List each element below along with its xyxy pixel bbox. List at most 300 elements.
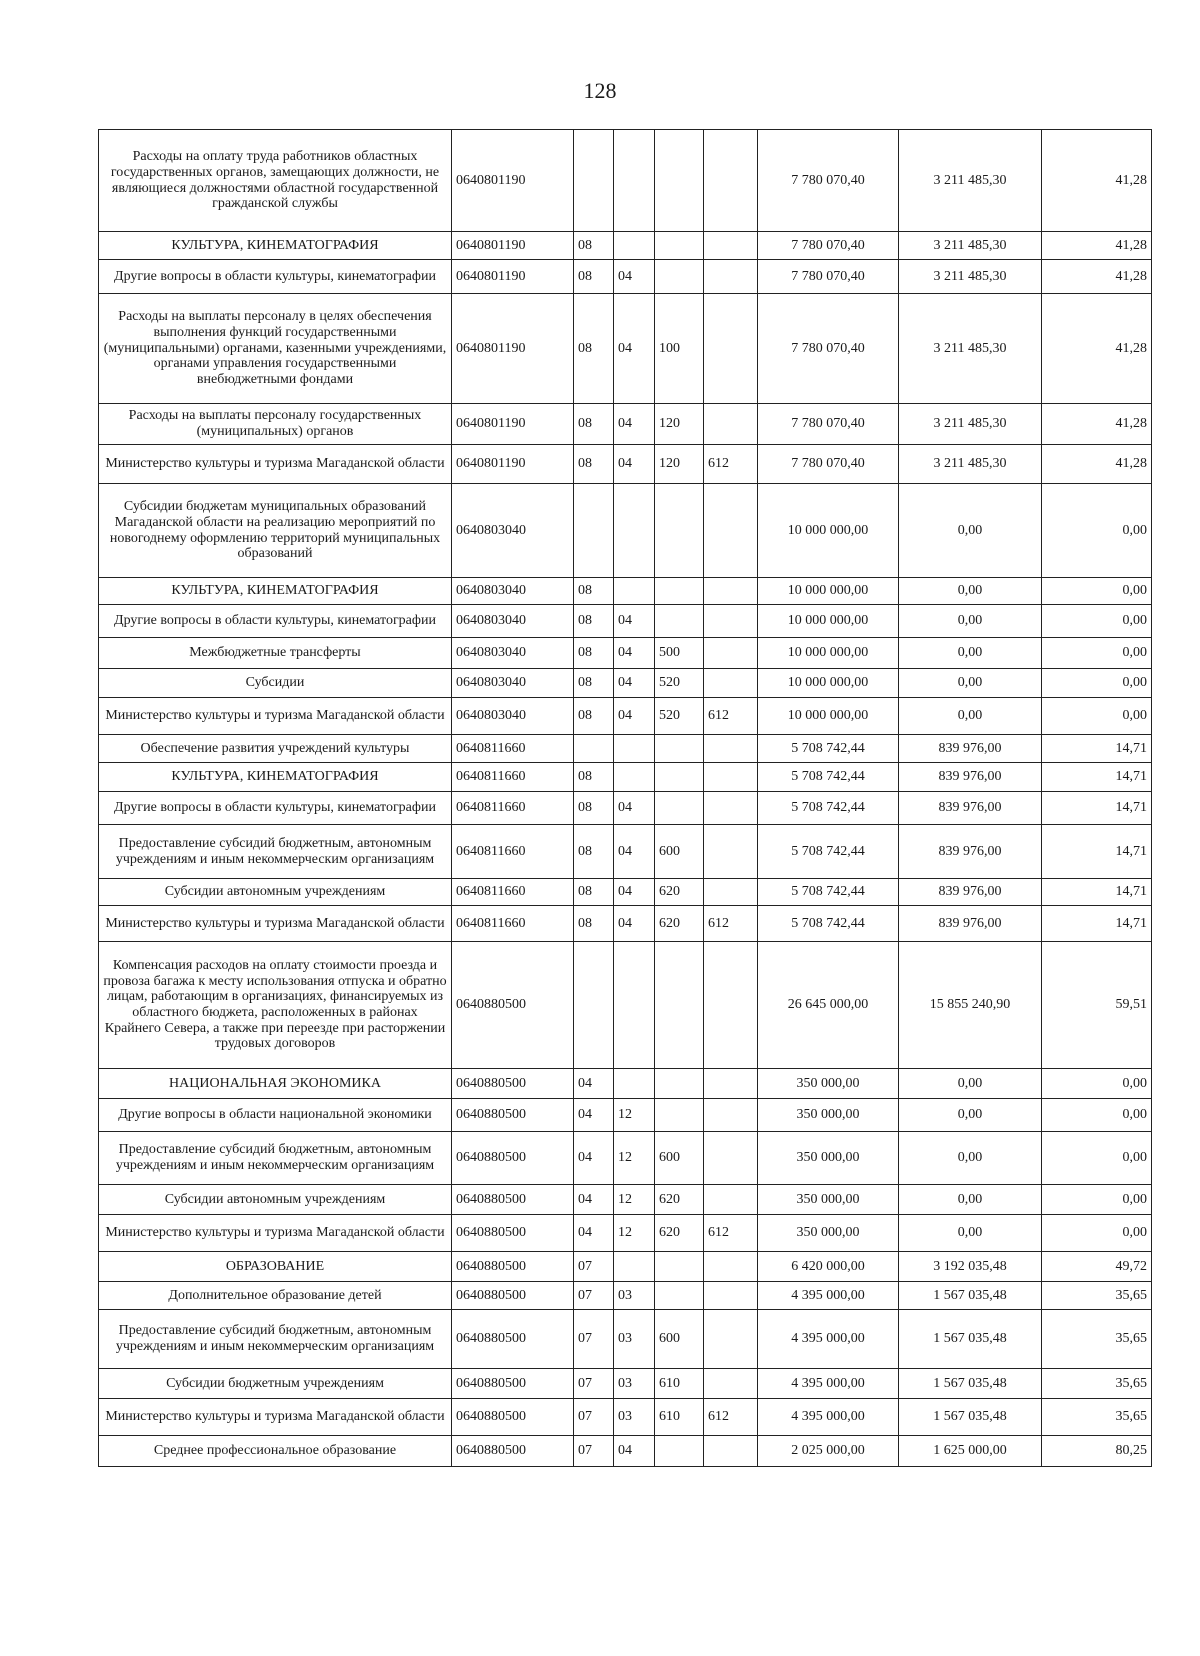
row-target-code: 0640811660	[452, 825, 574, 879]
row-actual-amount: 3 211 485,30	[899, 130, 1042, 232]
row-target-code: 0640803040	[452, 669, 574, 698]
row-percent: 41,28	[1042, 260, 1152, 294]
row-ministry-code	[704, 763, 758, 792]
row-subsection: 03	[614, 1399, 655, 1436]
table-row	[99, 792, 1152, 825]
row-actual-amount: 3 211 485,30	[899, 294, 1042, 404]
row-name: Другие вопросы в области культуры, кинематографии	[99, 605, 452, 638]
row-name: Обеспечение развития учреждений культуры	[99, 735, 452, 763]
row-name: Министерство культуры и туризма Магаданской области	[99, 906, 452, 942]
row-name: Другие вопросы в области культуры, кинематографии	[99, 792, 452, 825]
row-ministry-code	[704, 669, 758, 698]
row-subsection	[614, 763, 655, 792]
row-ministry-code: 612	[704, 698, 758, 735]
table-row	[99, 879, 1152, 906]
row-actual-amount: 839 976,00	[899, 906, 1042, 942]
row-planned-amount: 4 395 000,00	[758, 1399, 899, 1436]
row-ministry-code: 612	[704, 445, 758, 484]
table-row	[99, 735, 1152, 763]
row-percent: 0,00	[1042, 1099, 1152, 1132]
row-percent: 0,00	[1042, 1069, 1152, 1099]
row-section: 08	[574, 404, 614, 445]
row-planned-amount: 26 645 000,00	[758, 942, 899, 1069]
row-actual-amount: 0,00	[899, 669, 1042, 698]
row-percent: 0,00	[1042, 698, 1152, 735]
table-row	[99, 1369, 1152, 1399]
row-actual-amount: 3 211 485,30	[899, 404, 1042, 445]
table-row	[99, 698, 1152, 735]
row-ministry-code	[704, 1310, 758, 1369]
row-planned-amount: 10 000 000,00	[758, 484, 899, 578]
row-target-code: 0640801190	[452, 404, 574, 445]
row-subsection: 04	[614, 906, 655, 942]
row-target-code: 0640803040	[452, 484, 574, 578]
page-number: 128	[583, 78, 617, 103]
row-ministry-code	[704, 260, 758, 294]
row-expense-type	[655, 735, 704, 763]
row-subsection: 04	[614, 879, 655, 906]
table-row	[99, 484, 1152, 578]
row-target-code: 0640801190	[452, 232, 574, 260]
row-expense-type: 120	[655, 404, 704, 445]
row-ministry-code	[704, 735, 758, 763]
table-row	[99, 942, 1152, 1069]
row-expense-type: 600	[655, 1132, 704, 1185]
row-expense-type	[655, 484, 704, 578]
table-row	[99, 605, 1152, 638]
row-ministry-code	[704, 130, 758, 232]
row-section: 08	[574, 792, 614, 825]
row-name: Компенсация расходов на оплату стоимости проезда и провоза багажа к месту использования отпуска и обратно лицам, работающим в организациях, финансируемых из областного бюджета, расположенных в районах Крайнего Севера, а также при переезде при расторжении трудовых договоров	[99, 942, 452, 1069]
row-expense-type: 610	[655, 1369, 704, 1399]
row-actual-amount: 3 211 485,30	[899, 260, 1042, 294]
row-expense-type	[655, 260, 704, 294]
row-subsection: 03	[614, 1369, 655, 1399]
row-expense-type	[655, 1436, 704, 1467]
row-planned-amount: 7 780 070,40	[758, 445, 899, 484]
row-name: КУЛЬТУРА, КИНЕМАТОГРАФИЯ	[99, 232, 452, 260]
table-row	[99, 906, 1152, 942]
table-row	[99, 1069, 1152, 1099]
row-section: 04	[574, 1069, 614, 1099]
row-subsection: 04	[614, 605, 655, 638]
row-name: Субсидии бюджетам муниципальных образований Магаданской области на реализацию мероприятий по новогоднему оформлению территорий муниципальных образований	[99, 484, 452, 578]
row-actual-amount: 3 211 485,30	[899, 232, 1042, 260]
table-row	[99, 578, 1152, 605]
row-section: 07	[574, 1399, 614, 1436]
row-ministry-code	[704, 404, 758, 445]
row-subsection	[614, 578, 655, 605]
table-row	[99, 1099, 1152, 1132]
row-percent: 35,65	[1042, 1399, 1152, 1436]
row-target-code: 0640880500	[452, 942, 574, 1069]
row-ministry-code: 612	[704, 1399, 758, 1436]
row-subsection: 12	[614, 1099, 655, 1132]
row-planned-amount: 5 708 742,44	[758, 825, 899, 879]
row-percent: 0,00	[1042, 1132, 1152, 1185]
row-section	[574, 735, 614, 763]
row-percent: 41,28	[1042, 445, 1152, 484]
row-subsection: 04	[614, 445, 655, 484]
row-actual-amount: 1 567 035,48	[899, 1282, 1042, 1310]
row-percent: 41,28	[1042, 130, 1152, 232]
row-target-code: 0640880500	[452, 1399, 574, 1436]
row-planned-amount: 350 000,00	[758, 1069, 899, 1099]
row-planned-amount: 7 780 070,40	[758, 232, 899, 260]
row-percent: 14,71	[1042, 735, 1152, 763]
row-section: 08	[574, 445, 614, 484]
row-subsection	[614, 1069, 655, 1099]
row-name: Министерство культуры и туризма Магаданской области	[99, 445, 452, 484]
row-percent: 0,00	[1042, 1185, 1152, 1215]
row-planned-amount: 5 708 742,44	[758, 906, 899, 942]
row-subsection: 12	[614, 1215, 655, 1252]
row-percent: 0,00	[1042, 1215, 1152, 1252]
row-target-code: 0640880500	[452, 1069, 574, 1099]
row-subsection: 03	[614, 1310, 655, 1369]
row-subsection	[614, 484, 655, 578]
row-planned-amount: 350 000,00	[758, 1185, 899, 1215]
row-name: КУЛЬТУРА, КИНЕМАТОГРАФИЯ	[99, 763, 452, 792]
row-ministry-code	[704, 578, 758, 605]
table-row	[99, 1399, 1152, 1436]
row-actual-amount: 1 567 035,48	[899, 1399, 1042, 1436]
row-section: 04	[574, 1215, 614, 1252]
row-section	[574, 130, 614, 232]
row-planned-amount: 7 780 070,40	[758, 294, 899, 404]
table-row	[99, 404, 1152, 445]
row-section	[574, 484, 614, 578]
row-actual-amount: 0,00	[899, 1215, 1042, 1252]
table-row	[99, 669, 1152, 698]
row-name: Субсидии	[99, 669, 452, 698]
row-name: Дополнительное образование детей	[99, 1282, 452, 1310]
row-name: НАЦИОНАЛЬНАЯ ЭКОНОМИКА	[99, 1069, 452, 1099]
row-subsection: 04	[614, 792, 655, 825]
row-target-code: 0640811660	[452, 735, 574, 763]
row-expense-type: 100	[655, 294, 704, 404]
row-planned-amount: 5 708 742,44	[758, 763, 899, 792]
row-name: Расходы на выплаты персоналу в целях обеспечения выполнения функций государственными (муниципальными) органами, казенными учреждениями, органами управления государственными внебюджетными фондами	[99, 294, 452, 404]
row-name: Среднее профессиональное образование	[99, 1436, 452, 1467]
table-row	[99, 294, 1152, 404]
row-name: Субсидии автономным учреждениям	[99, 879, 452, 906]
row-section: 08	[574, 669, 614, 698]
row-ministry-code	[704, 792, 758, 825]
row-expense-type	[655, 1282, 704, 1310]
row-target-code: 0640880500	[452, 1132, 574, 1185]
table-row	[99, 1185, 1152, 1215]
table-row	[99, 232, 1152, 260]
row-ministry-code	[704, 1369, 758, 1399]
row-actual-amount: 15 855 240,90	[899, 942, 1042, 1069]
row-expense-type: 600	[655, 825, 704, 879]
row-section: 04	[574, 1185, 614, 1215]
row-ministry-code	[704, 294, 758, 404]
row-expense-type: 600	[655, 1310, 704, 1369]
row-expense-type	[655, 942, 704, 1069]
row-ministry-code: 612	[704, 906, 758, 942]
row-actual-amount: 1 567 035,48	[899, 1310, 1042, 1369]
row-actual-amount: 0,00	[899, 605, 1042, 638]
row-name: Министерство культуры и туризма Магаданской области	[99, 698, 452, 735]
row-planned-amount: 6 420 000,00	[758, 1252, 899, 1282]
row-section: 07	[574, 1282, 614, 1310]
row-ministry-code	[704, 605, 758, 638]
table-row	[99, 1310, 1152, 1369]
table-row	[99, 445, 1152, 484]
table-row	[99, 825, 1152, 879]
table-row	[99, 638, 1152, 669]
row-expense-type	[655, 1252, 704, 1282]
row-percent: 35,65	[1042, 1310, 1152, 1369]
row-ministry-code	[704, 1099, 758, 1132]
row-expense-type	[655, 1069, 704, 1099]
row-actual-amount: 0,00	[899, 1099, 1042, 1132]
table-row	[99, 763, 1152, 792]
row-ministry-code	[704, 942, 758, 1069]
row-subsection: 03	[614, 1282, 655, 1310]
row-target-code: 0640880500	[452, 1436, 574, 1467]
row-ministry-code	[704, 879, 758, 906]
table-row	[99, 260, 1152, 294]
row-actual-amount: 1 567 035,48	[899, 1369, 1042, 1399]
row-expense-type	[655, 763, 704, 792]
row-actual-amount: 0,00	[899, 638, 1042, 669]
row-expense-type: 620	[655, 1185, 704, 1215]
row-target-code: 0640801190	[452, 260, 574, 294]
row-section: 08	[574, 906, 614, 942]
row-actual-amount: 839 976,00	[899, 825, 1042, 879]
row-name: Предоставление субсидий бюджетным, автономным учреждениям и иным некоммерческим организациям	[99, 1310, 452, 1369]
row-target-code: 0640880500	[452, 1369, 574, 1399]
row-ministry-code	[704, 1282, 758, 1310]
row-expense-type	[655, 605, 704, 638]
row-target-code: 0640801190	[452, 294, 574, 404]
row-actual-amount: 839 976,00	[899, 735, 1042, 763]
row-section: 08	[574, 260, 614, 294]
row-section: 08	[574, 578, 614, 605]
row-percent: 35,65	[1042, 1369, 1152, 1399]
row-percent: 41,28	[1042, 404, 1152, 445]
row-name: Министерство культуры и туризма Магаданской области	[99, 1399, 452, 1436]
row-percent: 14,71	[1042, 906, 1152, 942]
row-subsection: 12	[614, 1185, 655, 1215]
row-name: Министерство культуры и туризма Магаданской области	[99, 1215, 452, 1252]
row-planned-amount: 10 000 000,00	[758, 669, 899, 698]
row-section: 04	[574, 1132, 614, 1185]
row-subsection: 04	[614, 698, 655, 735]
row-subsection: 04	[614, 669, 655, 698]
row-expense-type: 620	[655, 1215, 704, 1252]
row-subsection: 04	[614, 294, 655, 404]
row-target-code: 0640803040	[452, 578, 574, 605]
row-name: Предоставление субсидий бюджетным, автономным учреждениям и иным некоммерческим организациям	[99, 825, 452, 879]
row-section: 08	[574, 879, 614, 906]
row-planned-amount: 7 780 070,40	[758, 130, 899, 232]
row-planned-amount: 5 708 742,44	[758, 879, 899, 906]
row-target-code: 0640811660	[452, 879, 574, 906]
row-expense-type: 500	[655, 638, 704, 669]
row-percent: 14,71	[1042, 792, 1152, 825]
row-expense-type: 520	[655, 698, 704, 735]
row-actual-amount: 839 976,00	[899, 763, 1042, 792]
table-row	[99, 1132, 1152, 1185]
row-planned-amount: 7 780 070,40	[758, 404, 899, 445]
row-expense-type: 520	[655, 669, 704, 698]
row-subsection	[614, 1252, 655, 1282]
row-name: Межбюджетные трансферты	[99, 638, 452, 669]
row-ministry-code	[704, 1436, 758, 1467]
row-name: ОБРАЗОВАНИЕ	[99, 1252, 452, 1282]
row-percent: 0,00	[1042, 484, 1152, 578]
row-target-code: 0640880500	[452, 1310, 574, 1369]
row-planned-amount: 4 395 000,00	[758, 1369, 899, 1399]
row-ministry-code: 612	[704, 1215, 758, 1252]
row-target-code: 0640801190	[452, 445, 574, 484]
row-expense-type	[655, 130, 704, 232]
row-target-code: 0640811660	[452, 763, 574, 792]
table-row	[99, 1282, 1152, 1310]
row-ministry-code	[704, 1185, 758, 1215]
row-percent: 41,28	[1042, 294, 1152, 404]
row-percent: 35,65	[1042, 1282, 1152, 1310]
row-expense-type: 620	[655, 906, 704, 942]
row-ministry-code	[704, 1132, 758, 1185]
row-subsection: 04	[614, 825, 655, 879]
row-section: 04	[574, 1099, 614, 1132]
row-planned-amount: 4 395 000,00	[758, 1282, 899, 1310]
row-planned-amount: 350 000,00	[758, 1099, 899, 1132]
row-ministry-code	[704, 484, 758, 578]
table-row	[99, 1215, 1152, 1252]
table-row	[99, 130, 1152, 232]
row-name: Предоставление субсидий бюджетным, автономным учреждениям и иным некоммерческим организациям	[99, 1132, 452, 1185]
row-percent: 14,71	[1042, 825, 1152, 879]
row-percent: 0,00	[1042, 605, 1152, 638]
row-actual-amount: 839 976,00	[899, 792, 1042, 825]
row-percent: 59,51	[1042, 942, 1152, 1069]
row-expense-type	[655, 578, 704, 605]
row-target-code: 0640803040	[452, 605, 574, 638]
row-actual-amount: 0,00	[899, 1185, 1042, 1215]
row-actual-amount: 1 625 000,00	[899, 1436, 1042, 1467]
row-ministry-code	[704, 825, 758, 879]
row-percent: 80,25	[1042, 1436, 1152, 1467]
row-actual-amount: 0,00	[899, 1069, 1042, 1099]
row-section: 08	[574, 763, 614, 792]
row-subsection	[614, 130, 655, 232]
row-actual-amount: 3 192 035,48	[899, 1252, 1042, 1282]
row-section: 08	[574, 638, 614, 669]
row-percent: 0,00	[1042, 578, 1152, 605]
row-planned-amount: 10 000 000,00	[758, 578, 899, 605]
row-expense-type	[655, 1099, 704, 1132]
row-section: 07	[574, 1436, 614, 1467]
budget-table-body	[99, 130, 1152, 1467]
row-actual-amount: 0,00	[899, 484, 1042, 578]
row-name: Расходы на оплату труда работников областных государственных органов, замещающих должности, не являющиеся должностями областной государственной гражданской службы	[99, 130, 452, 232]
row-planned-amount: 350 000,00	[758, 1215, 899, 1252]
row-actual-amount: 0,00	[899, 698, 1042, 735]
row-section: 07	[574, 1252, 614, 1282]
row-target-code: 0640880500	[452, 1252, 574, 1282]
row-target-code: 0640880500	[452, 1099, 574, 1132]
row-section: 07	[574, 1369, 614, 1399]
row-subsection: 04	[614, 1436, 655, 1467]
row-section: 08	[574, 294, 614, 404]
row-percent: 0,00	[1042, 638, 1152, 669]
row-ministry-code	[704, 1069, 758, 1099]
row-planned-amount: 10 000 000,00	[758, 638, 899, 669]
row-percent: 14,71	[1042, 763, 1152, 792]
row-ministry-code	[704, 1252, 758, 1282]
row-target-code: 0640803040	[452, 638, 574, 669]
row-planned-amount: 10 000 000,00	[758, 698, 899, 735]
budget-table	[98, 129, 1152, 1467]
table-row	[99, 1436, 1152, 1467]
row-target-code: 0640801190	[452, 130, 574, 232]
row-section	[574, 942, 614, 1069]
row-subsection: 04	[614, 638, 655, 669]
row-actual-amount: 0,00	[899, 578, 1042, 605]
row-subsection: 04	[614, 260, 655, 294]
row-target-code: 0640880500	[452, 1185, 574, 1215]
row-ministry-code	[704, 232, 758, 260]
row-planned-amount: 4 395 000,00	[758, 1310, 899, 1369]
row-expense-type: 610	[655, 1399, 704, 1436]
row-name: Другие вопросы в области культуры, кинематографии	[99, 260, 452, 294]
row-percent: 0,00	[1042, 669, 1152, 698]
row-planned-amount: 7 780 070,40	[758, 260, 899, 294]
row-subsection	[614, 942, 655, 1069]
table-row	[99, 1252, 1152, 1282]
row-expense-type	[655, 232, 704, 260]
row-target-code: 0640880500	[452, 1215, 574, 1252]
row-target-code: 0640811660	[452, 792, 574, 825]
row-section: 08	[574, 605, 614, 638]
row-subsection	[614, 232, 655, 260]
row-expense-type: 620	[655, 879, 704, 906]
row-percent: 49,72	[1042, 1252, 1152, 1282]
row-section: 07	[574, 1310, 614, 1369]
row-section: 08	[574, 825, 614, 879]
row-subsection: 04	[614, 404, 655, 445]
row-actual-amount: 3 211 485,30	[899, 445, 1042, 484]
row-planned-amount: 350 000,00	[758, 1132, 899, 1185]
row-target-code: 0640880500	[452, 1282, 574, 1310]
row-name: КУЛЬТУРА, КИНЕМАТОГРАФИЯ	[99, 578, 452, 605]
row-target-code: 0640803040	[452, 698, 574, 735]
row-percent: 14,71	[1042, 879, 1152, 906]
row-name: Субсидии бюджетным учреждениям	[99, 1369, 452, 1399]
row-expense-type	[655, 792, 704, 825]
row-section: 08	[574, 232, 614, 260]
row-planned-amount: 5 708 742,44	[758, 792, 899, 825]
row-name: Другие вопросы в области национальной экономики	[99, 1099, 452, 1132]
row-planned-amount: 2 025 000,00	[758, 1436, 899, 1467]
row-percent: 41,28	[1042, 232, 1152, 260]
row-name: Расходы на выплаты персоналу государственных (муниципальных) органов	[99, 404, 452, 445]
row-expense-type: 120	[655, 445, 704, 484]
row-section: 08	[574, 698, 614, 735]
row-planned-amount: 10 000 000,00	[758, 605, 899, 638]
row-actual-amount: 839 976,00	[899, 879, 1042, 906]
row-subsection: 12	[614, 1132, 655, 1185]
row-subsection	[614, 735, 655, 763]
row-planned-amount: 5 708 742,44	[758, 735, 899, 763]
row-target-code: 0640811660	[452, 906, 574, 942]
